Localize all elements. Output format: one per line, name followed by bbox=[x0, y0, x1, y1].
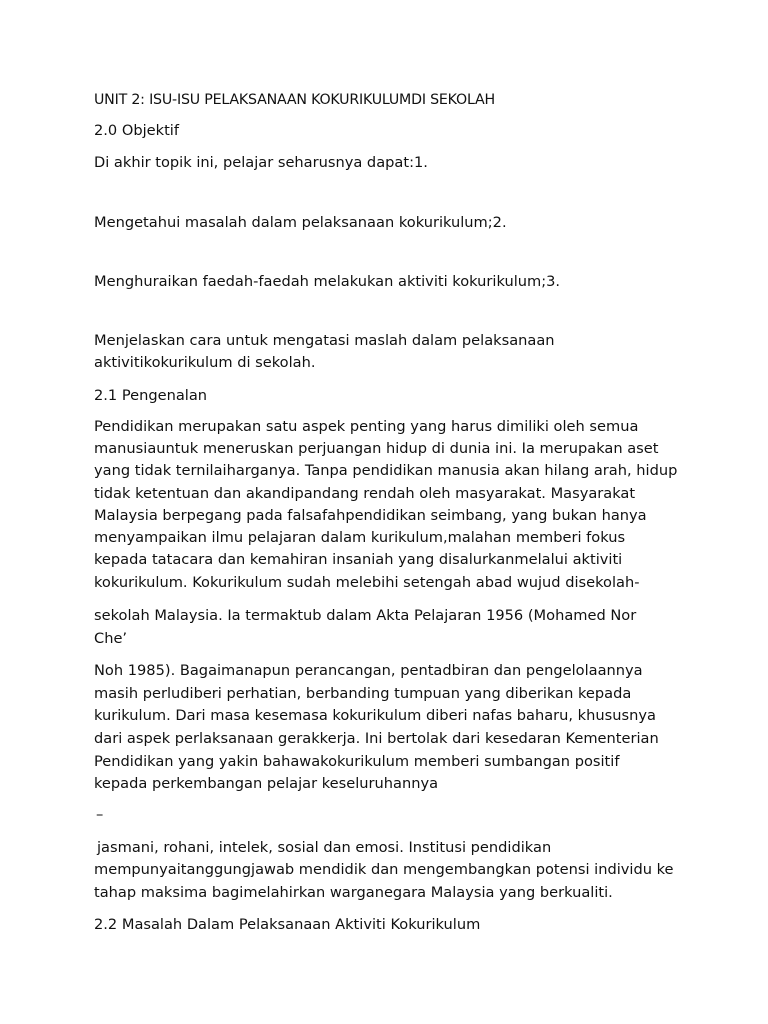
intro-paragraph3-line: kepada perkembangan pelajar keseluruhannya bbox=[94, 775, 439, 792]
intro-paragraph3-line: dari aspek perlaksanaan gerakkerja. Ini bertolak dari kesedaran Kementerian bbox=[94, 730, 659, 747]
objective-item-2: Menghuraikan faedah-faedah melakukan aktiviti kokurikulum;3. bbox=[94, 273, 561, 290]
dash-separator: – bbox=[96, 806, 104, 823]
intro-paragraph3-line: Pendidikan yang yakin bahawakokurikulum memberi sumbangan positif bbox=[94, 753, 620, 770]
problems-heading: 2.2 Masalah Dalam Pelaksanaan Aktiviti Kokurikulum bbox=[94, 916, 481, 933]
intro-paragraph3-line: kurikulum. Dari masa kesemasa kokurikulum diberi nafas baharu, khususnya bbox=[94, 707, 656, 724]
objective-heading: 2.0 Objektif bbox=[94, 122, 179, 139]
intro-paragraph4-line: jasmani, rohani, intelek, sosial dan emosi. Institusi pendidikan bbox=[97, 839, 552, 856]
intro-paragraph2-line: Che’ bbox=[94, 630, 128, 647]
intro-paragraph4-line: tahap maksima bagimelahirkan warganegara Malaysia yang berkualiti. bbox=[94, 884, 613, 901]
objective-item-3-line-2: aktivitikokurikulum di sekolah. bbox=[94, 354, 316, 371]
objective-intro: Di akhir topik ini, pelajar seharusnya dapat:1. bbox=[94, 154, 428, 171]
intro-paragraph-line: Malaysia berpegang pada falsafahpendidikan seimbang, yang bukan hanya bbox=[94, 507, 647, 524]
intro-paragraph-line: yang tidak ternilaiharganya. Tanpa pendidikan manusia akan hilang arah, hidup bbox=[94, 462, 678, 479]
intro-paragraph-line: manusiauntuk meneruskan perjuangan hidup di dunia ini. Ia merupakan aset bbox=[94, 440, 659, 457]
intro-paragraph-line: menyampaikan ilmu pelajaran dalam kurikulum,malahan memberi fokus bbox=[94, 529, 626, 546]
intro-paragraph3-line: Noh 1985). Bagaimanapun perancangan, pentadbiran dan pengelolaannya bbox=[94, 662, 643, 679]
intro-heading: 2.1 Pengenalan bbox=[94, 387, 208, 404]
objective-item-1: Mengetahui masalah dalam pelaksanaan kokurikulum;2. bbox=[94, 214, 507, 231]
intro-paragraph2-line: sekolah Malaysia. Ia termaktub dalam Akta Pelajaran 1956 (Mohamed Nor bbox=[94, 607, 637, 624]
intro-paragraph-line: kokurikulum. Kokurikulum sudah melebihi setengah abad wujud disekolah- bbox=[94, 574, 640, 591]
intro-paragraph4-line: mempunyaitanggungjawab mendidik dan mengembangkan potensi individu ke bbox=[94, 861, 674, 878]
intro-paragraph3-line: masih perludiberi perhatian, berbanding tumpuan yang diberikan kepada bbox=[94, 685, 632, 702]
intro-paragraph-line: Pendidikan merupakan satu aspek penting yang harus dimiliki oleh semua bbox=[94, 418, 639, 435]
objective-item-3-line-1: Menjelaskan cara untuk mengatasi maslah dalam pelaksanaan bbox=[94, 332, 555, 349]
intro-paragraph-line: tidak ketentuan dan akandipandang rendah oleh masyarakat. Masyarakat bbox=[94, 485, 636, 502]
document-title: UNIT 2: ISU-ISU PELAKSANAAN KOKURIKULUMDI SEKOLAH bbox=[94, 92, 495, 108]
intro-paragraph-line: kepada tatacara dan kemahiran insaniah yang disalurkanmelalui aktiviti bbox=[94, 551, 623, 568]
